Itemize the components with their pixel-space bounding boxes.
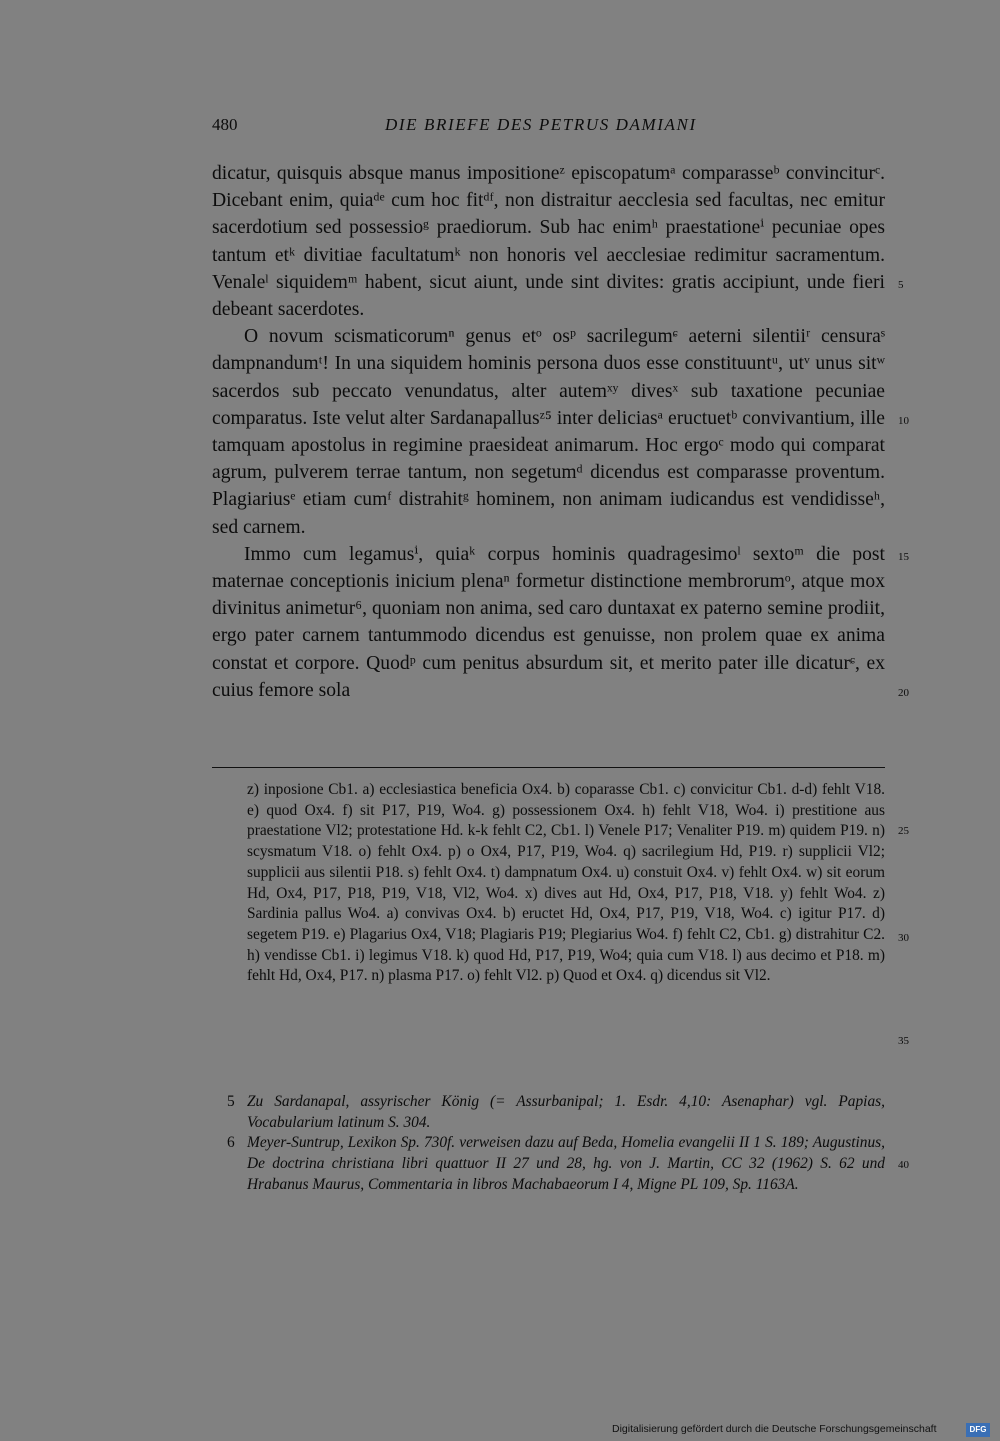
note-text: Zu Sardanapal, assyrischer König (= Assurbanipal; 1. Esdr. 4,10: Asenaphar) vgl. Papias, Vocabularium latinum S. 304.: [247, 1093, 885, 1131]
line-number: 15: [898, 551, 909, 563]
main-text: [212, 160, 885, 704]
line-number: 30: [898, 932, 909, 944]
note-item: [227, 1092, 885, 1133]
line-number: 25: [898, 825, 909, 837]
note-text: Meyer-Suntrup, Lexikon Sp. 730f. verweisen dazu auf Beda, Homelia evangelii II 1 S. 189; Augustinus, De doctrina christiana libri quattuor II 27 und 28, hg. von J. Martin, CC 32 (1962) S. 62 und Hrabanus Maurus, Commentaria in libros Machabaeorum I 4, Migne PL 109, Sp. 1163A.: [247, 1134, 885, 1193]
note-number: 6: [227, 1134, 235, 1152]
line-number: 35: [898, 1035, 909, 1047]
funding-credit: Digitalisierung gefördert durch die Deutsche Forschungsgemeinschaft: [612, 1423, 937, 1435]
line-number: 20: [898, 687, 909, 699]
line-number: 5: [898, 279, 904, 291]
note-item: [227, 1133, 885, 1195]
source-notes: [227, 1092, 885, 1196]
critical-apparatus: z) inposione Cb1. a) ecclesiastica beneficia Ox4. b) coparasse Cb1. c) convicitur Cb1. d-d) fehlt V18. e) quod Ox4. f) sit P17, P19, Wo4. g) possessionem Ox4. h) fehlt V18, Wo4. i) prestitione aus praestatione Vl2; protestatione Hd. k-k fehlt C2, Cb1. l) Venele P17; Venaliter P19. m) quidem P19. n) scysmatum V18. o) fehlt Ox4. p) o Ox4, P17, P19, Wo4. q) sacrilegium Hd, P19. r) supplicii Vl2; supplicii aus silentii P18. s) fehlt Ox4. t) dampnatum Ox4. u) constuit Ox4. v) fehlt Ox4. w) sit eorum Hd, Ox4, P17, P18, P19, V18, Vl2, Wo4. x) dives aut Hd, Ox4, P17, P18, V18. y) fehlt Wo4. z) Sardinia pallus Wo4. a) convivas Ox4. b) eructet Hd, Ox4, P17, P19, V18, Wo4. c) igitur P17. d) segetem P19. e) Plagarius Ox4, V18; Plagiaris P19; Plegiarius Wo4. f) fehlt C2, Cb1. g) distrahitur C2. h) vendisse Cb1. i) legimus V18. k) quod Hd, P17, P19, Wo4; quia cum V18. l) aus decimo et P18. m) fehlt Hd, Ox4, P17. n) plasma P17. o) fehlt Vl2. p) Quod et Ox4. q) dicendus sit Vl2.: [247, 781, 885, 985]
page-number: 480: [212, 115, 238, 134]
paragraph-3: Immo cum legamusⁱ, quiaᵏ corpus hominis quadragesimoˡ sextoᵐ die post maternae conceptionis inicium plenaⁿ formetur distinctione membrorumᵒ, atque mox divinitus animetur⁶, quoniam non anima, sed caro duntaxat ex paterno semine prodiit, ergo pater carnem tantummodo dicendus est genuisse, non prolem quae ex anima constat et corpore. Quodᵖ cum penitus absurdum sit, et merito pater ille dicaturᶝ, ex cuius femore sola: [212, 543, 885, 701]
paragraph-2: O novum scismaticorumⁿ genus etᵒ osᵖ sacrilegumᶝ aeterni silentiiʳ censuraˢ dampnandumᵗ! In una siquidem hominis persona duos esse constituuntᵘ, utᵛ unus sitʷ sacerdos sub peccato venundatus, alter autemˣʸ divesˣ sub taxatione pecuniae comparatus. Iste velut alter Sardanapallusᶻ⁵ inter deliciasᵃ eructuetᵇ convivantium, ille tamquam apostolus in regimine praesideat animarum. Hoc ergoᶜ modo qui comparat agrum, pulverem terrae tantum, non segetumᵈ dicendus est comparasse proventum. Plagiariusᵉ etiam cumᶠ distrahitᵍ hominem, non animam iudicandus est vendidisseʰ, sed carnem.: [212, 326, 885, 538]
running-title: DIE BRIEFE DES PETRUS DAMIANI: [385, 115, 697, 134]
line-number: 40: [898, 1159, 909, 1171]
note-number: 5: [227, 1093, 235, 1110]
paragraph-1: dicatur, quisquis absque manus impositioneᶻ episcopatumᵃ comparasseᵇ convinciturᶜ. Dicebant enim, quiaᵈᵉ cum hoc fitᵈᶠ, non distraitur aecclesia sed facultas, nec emitur sacerdotium sed possessioᵍ praediorum. Sub hac enimʰ praestationeⁱ pecuniae opes tantum etᵏ divitiae facultatumᵏ non honoris vel aecclesiae redimitur sacramentum. Venaleˡ siquidemᵐ habent, sicut aiunt, unde sint divites: gratis accipiunt, unde fieri debeant sacerdotes.: [212, 163, 885, 321]
dfg-logo: DFG: [966, 1423, 990, 1437]
apparatus-divider: [212, 767, 885, 768]
line-number: 10: [898, 415, 909, 427]
